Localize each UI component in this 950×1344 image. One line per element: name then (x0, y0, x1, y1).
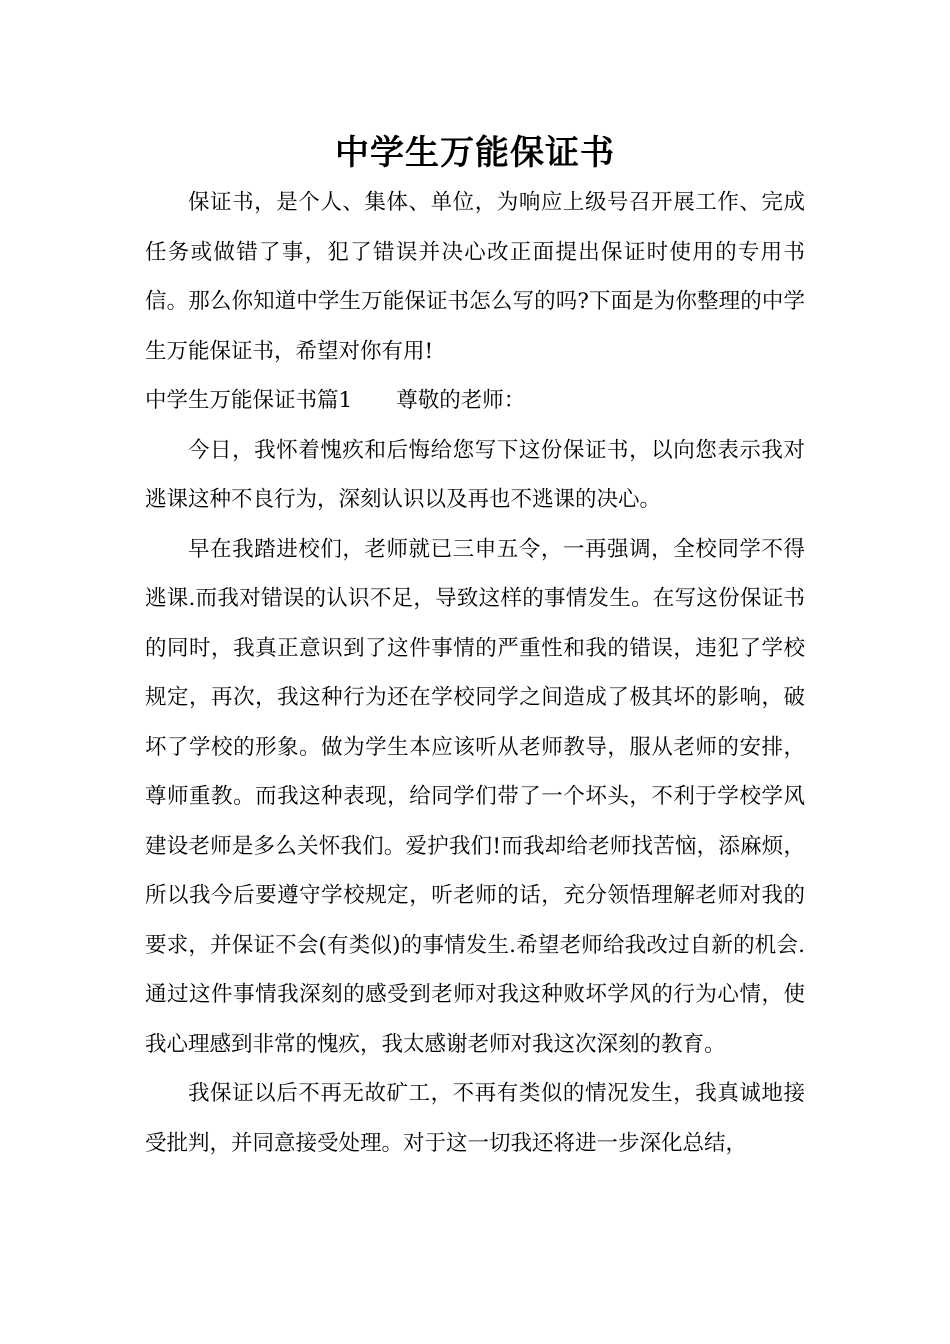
body-paragraph: 早在我踏进校们，老师就已三申五令，一再强调，全校同学不得逃课.而我对错误的认识不足，导致这样的事情发生。在写这份保证书的同时，我真正意识到了这件事情的严重性和我的错误，违犯了学校规定，再次，我这种行为还在学校同学之间造成了极其坏的影响，破坏了学校的形象。做为学生本应该听从老师教导，服从老师的安排，尊师重教。而我这种表现，给同学们带了一个坏头，不利于学校学风建设老师是多么关怀我们。爱护我们!而我却给老师找苦恼，添麻烦，所以我今后要遵守学校规定，听老师的话，充分领悟理解老师对我的要求，并保证不会(有类似)的事情发生.希望老师给我改过自新的机会.通过这件事情我深刻的感受到老师对我这种败坏学风的行为心情，使我心理感到非常的愧疚，我太感谢老师对我这次深刻的教育。 (145, 536, 805, 1057)
body-paragraph: 今日，我怀着愧疚和后悔给您写下这份保证书，以向您表示我对逃课这种不良行为，深刻认识以及再也不逃课的决心。 (145, 437, 805, 512)
document-title: 中学生万能保证书 (335, 133, 615, 173)
intro-paragraph: 保证书，是个人、集体、单位，为响应上级号召开展工作、完成任务或做错了事，犯了错误并决心改正面提出保证时使用的专用书信。那么你知道中学生万能保证书怎么写的吗?下面是为你整理的中学生万能保证书，希望对你有用! (145, 190, 805, 364)
body-paragraph: 我保证以后不再无故矿工，不再有类似的情况发生，我真诚地接受批判，并同意接受处理。对于这一切我还将进一步深化总结， (145, 1081, 805, 1156)
document-page (145, 128, 805, 1168)
section-heading-line (145, 376, 805, 426)
salutation: 尊敬的老师： (396, 388, 526, 413)
section-heading: 中学生万能保证书篇1 (145, 388, 353, 413)
